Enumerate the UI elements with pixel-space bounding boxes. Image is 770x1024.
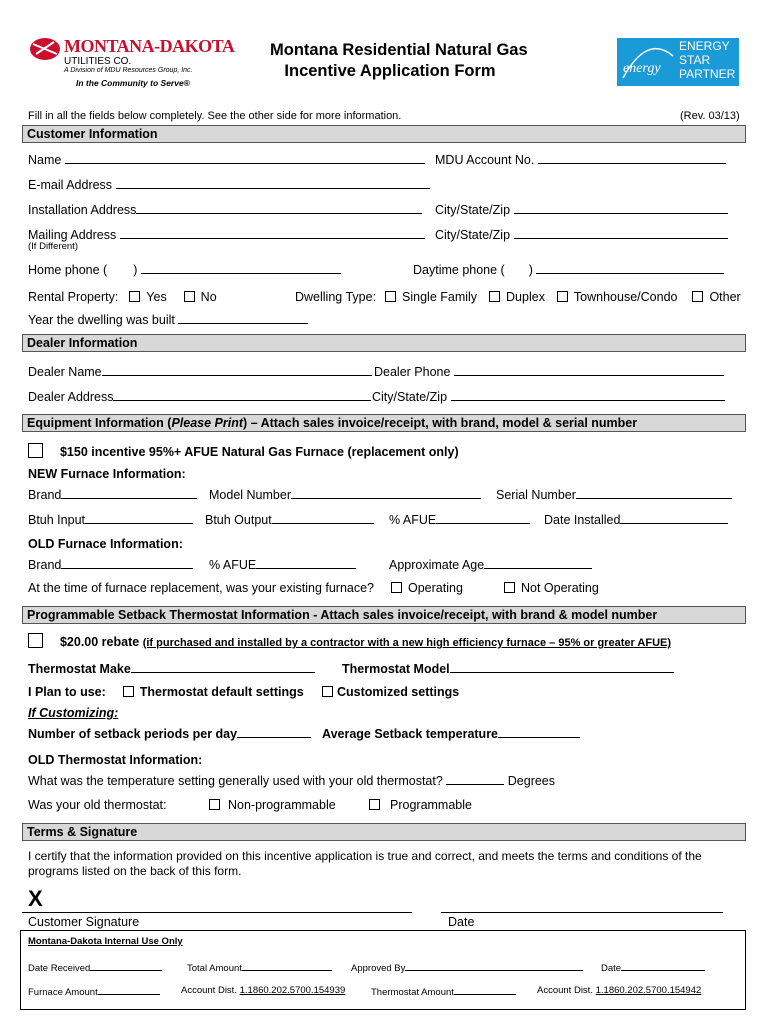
total-amount-field[interactable] [187, 961, 332, 974]
thermostat-make-label: Thermostat Make [28, 662, 131, 676]
city2-line[interactable] [514, 226, 728, 239]
thermostat-amount-line[interactable] [454, 985, 516, 995]
mailing-address-line[interactable] [120, 226, 425, 239]
duplex-label: Duplex [506, 290, 545, 304]
old-thermostat-title: OLD Thermostat Information: [28, 753, 203, 767]
plan-label: I Plan to use: [28, 685, 106, 699]
day-phone-label: Daytime phone ( [413, 263, 505, 277]
if-different: (If Different) [28, 241, 78, 252]
setback-periods-label: Number of setback periods per day [28, 727, 238, 741]
year-built-label: Year the dwelling was built [28, 313, 175, 327]
thermostat-model-label: Thermostat Model [342, 662, 450, 676]
furnace-amount-line[interactable] [98, 985, 160, 995]
model-label: Model Number [209, 488, 291, 502]
mailing-address-field[interactable] [28, 226, 425, 242]
home-phone-field[interactable] [28, 261, 341, 277]
date-label: Date [448, 915, 475, 929]
equipment-title-a: Equipment Information ( [27, 416, 172, 430]
btuh-input-label: Btuh Input [28, 513, 85, 527]
email-field[interactable] [28, 176, 430, 192]
section-customer: Customer Information [22, 125, 746, 143]
old-temp-line[interactable] [446, 772, 504, 785]
mdu-logo-emblem-icon [28, 36, 62, 62]
signature-x: X [28, 886, 43, 911]
energy-star-text-2: STAR [679, 53, 711, 67]
model-line[interactable] [291, 486, 481, 499]
internal-date-line[interactable] [621, 961, 705, 971]
single-family-checkbox[interactable] [385, 291, 396, 302]
city2-field[interactable] [435, 226, 728, 242]
section-dealer: Dealer Information [22, 334, 746, 352]
form-title-line1: Montana Residential Natural Gas [270, 41, 528, 59]
btuh-output-label: Btuh Output [205, 513, 272, 527]
serial-line[interactable] [576, 486, 732, 499]
old-brand-line[interactable] [61, 556, 193, 569]
dwelling-label: Dwelling Type: [295, 290, 377, 304]
energy-star-text-3: PARTNER [679, 67, 736, 81]
account-line[interactable] [538, 151, 726, 164]
section-terms: Terms & Signature [22, 823, 746, 841]
logo-sub: UTILITIES CO. [64, 56, 132, 67]
thermostat-rebate-condition: (if purchased and installed by a contractor with a new high efficiency furnace – 95% or greater AFUE) [142, 637, 672, 649]
internal-date-label: Date [601, 963, 622, 974]
approved-by-line[interactable] [405, 961, 583, 971]
name-line[interactable] [65, 151, 425, 164]
approx-age-field[interactable] [389, 556, 592, 572]
year-built-field[interactable] [28, 311, 308, 327]
brand-field[interactable] [28, 486, 197, 502]
rental-property [28, 290, 217, 304]
avg-setback-line[interactable] [498, 725, 580, 738]
home-phone-paren: ) [133, 263, 138, 277]
thermostat-rebate-checkbox[interactable] [28, 633, 43, 648]
dealer-phone-field[interactable] [374, 363, 724, 379]
city1-label: City/State/Zip [435, 203, 511, 217]
internal-date-field[interactable] [601, 961, 705, 974]
dealer-address-line[interactable] [113, 388, 371, 401]
operating-checkbox[interactable] [391, 582, 402, 593]
old-afue-label: % AFUE [209, 558, 257, 572]
default-settings-checkbox[interactable] [123, 686, 134, 697]
thermostat-amount-field[interactable] [371, 985, 516, 998]
rental-yes-label: Yes [146, 290, 167, 304]
logo-name: MONTANA-DAKOTA [64, 36, 235, 56]
day-phone-line[interactable] [536, 261, 724, 274]
approved-by-field[interactable] [351, 961, 583, 974]
afue-field[interactable] [389, 511, 530, 527]
old-brand-field[interactable] [28, 556, 193, 572]
date-installed-line[interactable] [620, 511, 728, 524]
model-field[interactable] [209, 486, 481, 502]
install-address-line[interactable] [136, 201, 422, 214]
old-temp-field[interactable] [28, 772, 555, 788]
thermostat-make-field[interactable] [28, 660, 315, 676]
dealer-city-field[interactable] [372, 388, 725, 404]
thermostat-model-line[interactable] [450, 660, 674, 673]
section-thermostat: Programmable Setback Thermostat Information - Attach sales invoice/receipt, with brand & model number [22, 606, 746, 624]
old-brand-label: Brand [28, 558, 62, 572]
afue-line[interactable] [436, 511, 530, 524]
install-address-field[interactable] [28, 201, 422, 217]
operating-option [391, 581, 463, 595]
equipment-title-c: ) – Attach sales invoice/receipt, with brand, model & serial number [243, 416, 638, 430]
thermostat-rebate [28, 633, 671, 649]
dealer-city-line[interactable] [451, 388, 725, 401]
btuh-output-field[interactable] [205, 511, 374, 527]
energy-star-text-1: ENERGY [679, 39, 730, 53]
rental-label: Rental Property: [28, 290, 119, 304]
old-afue-line[interactable] [256, 556, 356, 569]
section-equipment [22, 414, 746, 432]
date-received-field[interactable] [28, 961, 162, 974]
plan-to-use [28, 685, 304, 699]
form-title [270, 40, 528, 82]
date-received-label: Date Received [28, 963, 91, 974]
thermostat-amount-label: Thermostat Amount [371, 987, 454, 998]
approx-age-line[interactable] [484, 556, 592, 569]
account-dist-2 [537, 985, 701, 996]
not-operating-label: Not Operating [521, 581, 599, 595]
setback-periods-line[interactable] [237, 725, 311, 738]
btuh-output-line[interactable] [272, 511, 374, 524]
home-phone-label: Home phone ( [28, 263, 108, 277]
nonprog-checkbox[interactable] [209, 799, 220, 810]
total-amount-line[interactable] [242, 961, 332, 971]
intro-text: Fill in all the fields below completely. See the other side for more information. [28, 110, 402, 122]
name-field[interactable] [28, 151, 425, 167]
revision: (Rev. 03/13) [680, 110, 740, 122]
default-settings-label: Thermostat default settings [139, 685, 304, 699]
not-operating-option [504, 581, 599, 595]
furnace-amount-label: Furnace Amount [28, 987, 98, 998]
account-field[interactable] [435, 151, 726, 167]
prog-option [369, 798, 472, 812]
dealer-phone-label: Dealer Phone [374, 365, 451, 379]
afue-label: % AFUE [389, 513, 437, 527]
custom-settings-option [322, 685, 459, 699]
nonprog-label: Non-programmable [228, 798, 336, 812]
internal-use-box [20, 930, 746, 1010]
date-received-line[interactable] [90, 961, 162, 971]
city1-line[interactable] [514, 201, 728, 214]
custom-settings-label: Customized settings [337, 685, 460, 699]
single-family-label: Single Family [402, 290, 478, 304]
account-label: MDU Account No. [435, 153, 535, 167]
account-dist-1-value: 1.1860.202.5700.154939 [239, 985, 346, 996]
year-built-line[interactable] [178, 311, 308, 324]
email-label: E-mail Address [28, 178, 113, 192]
day-phone-field[interactable] [413, 261, 724, 277]
townhouse-checkbox[interactable] [557, 291, 568, 302]
dealer-name-label: Dealer Name [28, 365, 102, 379]
signature-line[interactable] [22, 912, 412, 913]
furnace-incentive [28, 443, 459, 459]
thermostat-model-field[interactable] [342, 660, 674, 676]
serial-label: Serial Number [496, 488, 576, 502]
approx-age-label: Approximate Age [389, 558, 485, 572]
logo-division: A Division of MDU Resources Group, Inc. [64, 67, 193, 74]
degrees-label: Degrees [507, 774, 556, 788]
btuh-input-line[interactable] [85, 511, 193, 524]
total-amount-label: Total Amount [187, 963, 242, 974]
internal-title: Montana-Dakota Internal Use Only [28, 936, 183, 947]
day-phone-paren: ) [528, 263, 533, 277]
setback-periods-field[interactable] [28, 725, 311, 741]
old-afue-field[interactable] [209, 556, 356, 572]
serial-field[interactable] [496, 486, 732, 502]
dealer-address-label: Dealer Address [28, 390, 114, 404]
account-dist-2-label: Account Dist. [537, 985, 593, 996]
furnace-incentive-label: $150 incentive 95%+ AFUE Natural Gas Furnace (replacement only) [59, 445, 459, 459]
dealer-name-field[interactable] [28, 363, 372, 379]
duplex-checkbox[interactable] [489, 291, 500, 302]
thermostat-rebate-label: $20.00 rebate [59, 635, 140, 649]
energy-star-icon [617, 38, 677, 86]
dealer-city-label: City/State/Zip [372, 390, 448, 404]
custom-settings-checkbox[interactable] [322, 686, 333, 697]
dealer-address-field[interactable] [28, 388, 371, 404]
prog-checkbox[interactable] [369, 799, 380, 810]
nonprog-option [209, 798, 336, 812]
form-title-line2: Incentive Application Form [284, 62, 496, 80]
city2-label: City/State/Zip [435, 228, 511, 242]
other-checkbox[interactable] [692, 291, 703, 302]
operating-label: Operating [408, 581, 463, 595]
if-customizing: If Customizing: [28, 706, 119, 720]
btuh-input-field[interactable] [28, 511, 193, 527]
furnace-incentive-checkbox[interactable] [28, 443, 43, 458]
dwelling-type [295, 290, 741, 304]
furnace-amount-field[interactable] [28, 985, 160, 998]
thermostat-make-line[interactable] [131, 660, 315, 673]
terms-text-2: programs listed on the back of this form. [28, 864, 242, 878]
city1-field[interactable] [435, 201, 728, 217]
prog-label: Programmable [390, 798, 472, 812]
rental-yes-checkbox[interactable] [129, 291, 140, 302]
old-temp-label: What was the temperature setting generally used with your old thermostat? [28, 774, 443, 788]
rental-no-label: No [200, 290, 217, 304]
approved-by-label: Approved By [351, 963, 406, 974]
brand-line[interactable] [61, 486, 197, 499]
home-phone-line[interactable] [141, 261, 341, 274]
date-line[interactable] [441, 912, 723, 913]
energy-star-logo [617, 38, 739, 86]
install-address-label: Installation Address [28, 203, 137, 217]
logo-tagline: In the Community to Serve® [76, 78, 190, 88]
account-dist-1-label: Account Dist. [181, 985, 237, 996]
other-label: Other [709, 290, 741, 304]
old-furnace-title: OLD Furnace Information: [28, 537, 183, 551]
new-furnace-title: NEW Furnace Information: [28, 467, 186, 481]
avg-setback-field[interactable] [322, 725, 580, 741]
furnace-question: At the time of furnace replacement, was your existing furnace? [28, 581, 375, 595]
dealer-phone-line[interactable] [454, 363, 724, 376]
avg-setback-label: Average Setback temperature [322, 727, 499, 741]
dealer-name-line[interactable] [102, 363, 372, 376]
brand-label: Brand [28, 488, 62, 502]
mailing-address-label: Mailing Address [28, 228, 117, 242]
was-old-label: Was your old thermostat: [28, 798, 167, 812]
account-dist-1 [181, 985, 345, 996]
account-dist-2-value: 1.1860.202.5700.154942 [595, 985, 702, 996]
energy-script: energy [623, 61, 661, 76]
date-installed-label: Date Installed [544, 513, 621, 527]
name-label: Name [28, 153, 62, 167]
townhouse-label: Townhouse/Condo [573, 290, 678, 304]
terms-text-1: I certify that the information provided on this incentive application is true and correct, and meets the terms and conditions of the [28, 849, 702, 863]
rental-no-checkbox[interactable] [184, 291, 195, 302]
email-line[interactable] [116, 176, 430, 189]
date-installed-field[interactable] [544, 511, 728, 527]
equipment-title-b: Please Print [171, 416, 244, 430]
signature-label: Customer Signature [28, 915, 140, 929]
not-operating-checkbox[interactable] [504, 582, 515, 593]
